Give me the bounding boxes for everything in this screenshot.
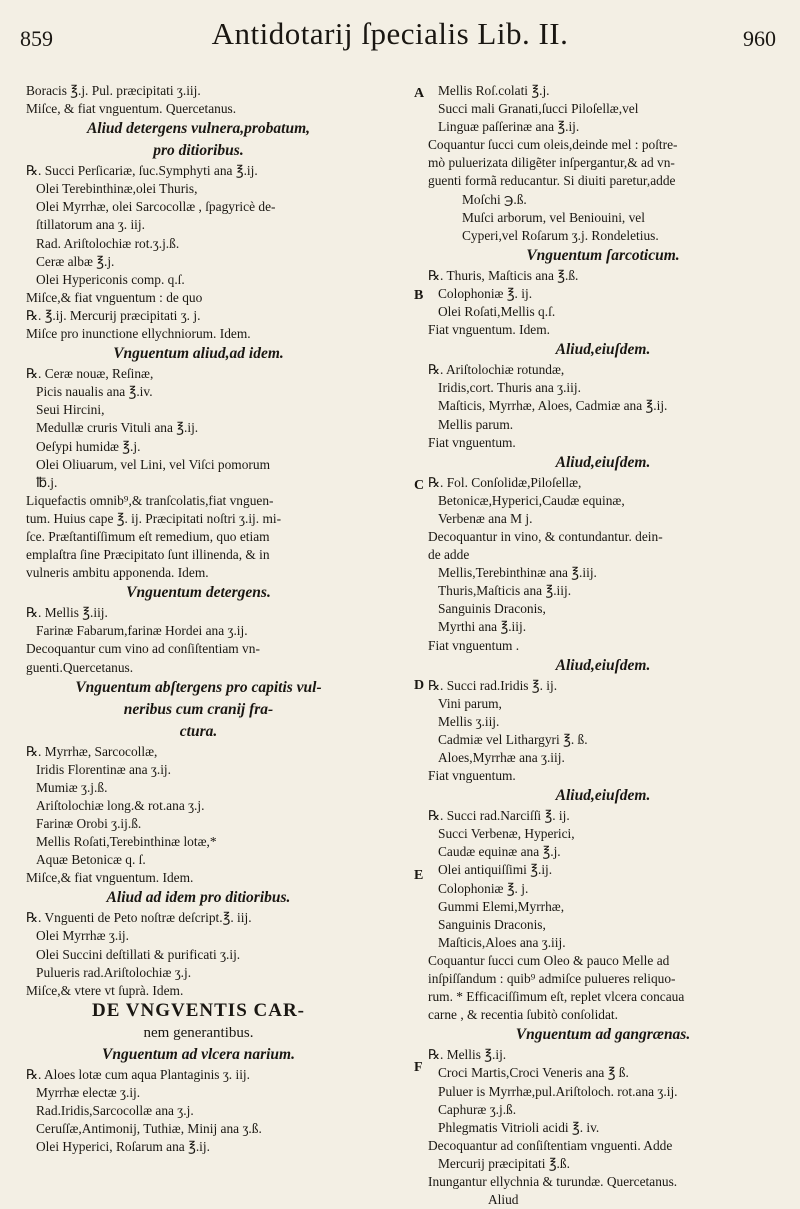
- text-line: Olei Myrrhæ ʒ.ij.: [36, 928, 129, 944]
- text-line: Sanguinis Draconis,: [438, 916, 546, 932]
- text-line: Mellis ʒ.iij.: [438, 713, 500, 729]
- text-line: ℞. Mellis ℥.ij.: [428, 1047, 507, 1063]
- text-line: Caudæ equinæ ana ℥.j.: [438, 844, 561, 860]
- text-line: Farinæ Fabarum,farinæ Hordei ana ʒ.ij.: [36, 623, 248, 639]
- text-line: ℞. Succi rad.Narciſſi ℥. ij.: [428, 808, 570, 824]
- text-line: ℞. Fol. Conſolidæ,Piloſellæ,: [428, 474, 582, 490]
- text-line: Mercurij præcipitati ℥.ß.: [438, 1155, 570, 1171]
- text-line: Medullæ cruris Vituli ana ℥.ij.: [36, 420, 199, 436]
- section-heading: Aliud,eiuſdem.: [555, 787, 651, 805]
- text-line: Coquantur ſucci cum oleis,deinde mel : poſtre-: [428, 137, 678, 153]
- text-line: ℞. Myrrhæ, Sarcocollæ,: [26, 743, 158, 759]
- text-line: ℞. Succi rad.Iridis ℥. ij.: [428, 677, 558, 693]
- text-line: Fiat vnguentum .: [428, 637, 520, 653]
- text-line: Inungantur ellychnia & turundæ. Quercetanus.: [428, 1173, 678, 1189]
- text-line: Mellis Roſati,Terebinthinæ lotæ,*: [36, 834, 217, 850]
- text-line: Mellis,Terebinthinæ ana ℥.iij.: [438, 565, 597, 581]
- text-line: Cadmiæ vel Lithargyri ℥. ß.: [438, 731, 588, 747]
- text-line: ℞. Vnguenti de Peto noſtræ deſcript.℥. iij.: [26, 910, 252, 926]
- text-line: Ceruſſæ,Antimonij, Tuthiæ, Minij ana ʒ.ß.: [36, 1121, 262, 1137]
- text-line: guenti formã reducantur. Si diuiti paretur,adde: [428, 173, 676, 189]
- left-column: [26, 82, 371, 1156]
- text-line: Cyperi,vel Roſarum ʒ.j. Rondeletius.: [462, 227, 659, 243]
- text-line: mò puluerizata diligẽter inſpergantur,& ad vn-: [428, 155, 675, 171]
- text-line: Vini parum,: [438, 695, 502, 711]
- text-line: de adde: [428, 547, 470, 563]
- text-line: Miſce, & fiat vnguentum. Quercetanus.: [26, 101, 237, 117]
- text-line: Fiat vnguentum.: [428, 434, 516, 450]
- section-heading: Vnguentum detergens.: [126, 584, 271, 602]
- text-line: ℞. Mellis ℥.iij.: [26, 605, 108, 621]
- margin-letter: C: [414, 478, 425, 493]
- text-line: guenti.Quercetanus.: [26, 659, 134, 675]
- text-line: Succi mali Granati,ſucci Piloſellæ,vel: [438, 101, 639, 117]
- text-line: Myrthi ana ℥.iij.: [438, 619, 527, 635]
- text-line: ℞. Aloes lotæ cum aqua Plantaginis ʒ. iij.: [26, 1066, 250, 1082]
- section-heading: DE VNGVENTIS CAR-: [91, 999, 305, 1021]
- text-line: Aquæ Betonicæ q. ſ.: [36, 852, 146, 868]
- text-line: Iridis Florentinæ ana ʒ.ij.: [36, 761, 171, 777]
- margin-letter: A: [414, 86, 425, 101]
- text-line: ſtillatorum ana ʒ. iij.: [36, 217, 145, 233]
- section-heading: Aliud,eiuſdem.: [555, 656, 651, 674]
- text-line: Olei Oliuarum, vel Lini, vel Viſci pomorum: [36, 456, 270, 472]
- text-line: Muſci arborum, vel Beniouini, vel: [462, 209, 645, 225]
- text-line: Miſce,& fiat vnguentum : de quo: [26, 289, 203, 305]
- text-line: Decoquantur cum vino ad conſiſtentiam vn-: [26, 641, 260, 657]
- text-line: vulneris ambitu apponenda. Idem.: [26, 565, 209, 581]
- text-line: Farinæ Orobi ʒ.ij.ß.: [36, 816, 142, 831]
- section-heading: Vnguentum ad gangrænas.: [515, 1026, 691, 1044]
- section-heading: Vnguentum ad vlcera narium.: [102, 1045, 295, 1063]
- text-line: Succi Verbenæ, Hyperici,: [438, 826, 575, 842]
- text-line: Colophoniæ ℥. ij.: [438, 285, 533, 301]
- text-line: Olei Roſati,Mellis q.ſ.: [438, 304, 556, 320]
- text-line: ℔.j.: [36, 474, 58, 490]
- margin-letter: B: [414, 288, 424, 303]
- text-line: carne , & recentia ſubitò conſolidat.: [428, 1007, 618, 1023]
- text-line: Ceræ albæ ℥.j.: [36, 253, 115, 269]
- text-line: Colophoniæ ℥. j.: [438, 880, 529, 896]
- text-line: Croci Martis,Croci Veneris ana ℥ ß.: [438, 1065, 629, 1081]
- text-line: Miſce,& fiat vnguentum. Idem.: [26, 870, 194, 886]
- section-heading: Aliud ad idem pro ditioribus.: [106, 889, 291, 907]
- text-line: Ariſtolochiæ long.& rot.ana ʒ.j.: [36, 797, 205, 813]
- text-line: Mumiæ ʒ.j.ß.: [36, 779, 108, 795]
- section-heading: Vnguentum ſarcoticum.: [526, 246, 680, 264]
- text-line: Olei antiquiſſimi ℥.ij.: [438, 862, 553, 878]
- text-line: Picis naualis ana ℥.iv.: [36, 384, 153, 400]
- text-line: Olei Hyperici, Roſarum ana ℥.ij.: [36, 1139, 210, 1155]
- text-line: Decoquantur in vino, & contundantur. dein-: [428, 528, 663, 544]
- text-line: Maſticis,Aloes ana ʒ.iij.: [438, 934, 566, 950]
- text-line: Aliud: [488, 1192, 519, 1208]
- text-line: Rad.Iridis,Sarcocollæ ana ʒ.j.: [36, 1103, 194, 1119]
- text-line: Oeſypi humidæ ℥.j.: [36, 438, 141, 454]
- text-line: Boracis ℥.j. Pul. præcipitati ʒ.iij.: [26, 83, 201, 98]
- text-line: Gummi Elemi,Myrrhæ,: [438, 898, 565, 914]
- text-line: Fiat vnguentum.: [428, 768, 516, 784]
- text-line: Iridis,cort. Thuris ana ʒ.iij.: [438, 380, 581, 396]
- text-line: ℞. Succi Perſicariæ, ſuc.Symphyti ana ℥.ij.: [26, 163, 258, 179]
- running-title: Antidotarij ſpecialis Lib. II.: [211, 16, 569, 51]
- text-line: tum. Huius cape ℥. ij. Præcipitati noſtri ʒ.ij. mi-: [26, 510, 282, 526]
- text-line: Mellis Roſ.colati ℥.j.: [438, 83, 550, 98]
- page-number-left: 859: [20, 26, 53, 51]
- margin-letter: F: [414, 1060, 423, 1075]
- text-line: rum. * Efficaciſſimum eſt, replet vlcera concaua: [428, 989, 685, 1005]
- text-line: Moſchi ℈.ß.: [462, 191, 527, 207]
- section-heading: neribus cum cranij fra-: [123, 700, 274, 718]
- text-line: ℞. Ceræ nouæ, Reſinæ,: [26, 366, 154, 382]
- text-line: Phlegmatis Vitrioli acidi ℥. iv.: [438, 1119, 600, 1135]
- margin-letter: D: [414, 678, 425, 693]
- text-line: Olei Succini deſtillati & purificati ʒ.ij.: [36, 946, 241, 962]
- text-line: Olei Myrrhæ, olei Sarcocollæ , ſpagyricè de-: [36, 199, 276, 215]
- text-line: ℞. Ariſtolochiæ rotundæ,: [428, 362, 565, 378]
- text-line: Fiat vnguentum. Idem.: [428, 322, 550, 338]
- section-heading: Aliud,eiuſdem.: [555, 341, 651, 359]
- text-line: inſpiſſandum : quib⁹ admiſce pulueres reliquo-: [428, 971, 676, 987]
- text-line: ſce. Præſtantiſſimum eſt remedium, quo etiam: [26, 528, 270, 544]
- section-heading: ctura.: [179, 722, 218, 740]
- text-line: Maſticis, Myrrhæ, Aloes, Cadmiæ ana ℥.ij.: [438, 398, 668, 414]
- text-line: Myrrhæ electæ ʒ.ij.: [36, 1084, 141, 1100]
- text-line: Aloes,Myrrhæ ana ʒ.iij.: [438, 750, 565, 765]
- text-line: Mellis parum.: [438, 416, 514, 432]
- section-heading: pro ditioribus.: [153, 142, 244, 160]
- text-line: Pulueris rad.Ariſtolochiæ ʒ.j.: [36, 964, 192, 980]
- text-line: ℞. ℥.ij. Mercurij præcipitati ʒ. j.: [26, 307, 201, 323]
- text-line: Coquantur ſucci cum Oleo & pauco Melle ad: [428, 952, 670, 968]
- text-line: Rad. Ariſtolochiæ rot.ʒ.j.ß.: [36, 235, 180, 251]
- section-heading: nem generantibus.: [143, 1024, 254, 1041]
- page-header: [0, 0, 800, 72]
- text-line: ℞. Thuris, Maſticis ana ℥.ß.: [428, 267, 579, 283]
- text-line: emplaſtra ſine Præcipitato ſunt illinenda, & in: [26, 547, 270, 563]
- text-line: Miſce,& vtere vt ſuprà. Idem.: [26, 982, 184, 998]
- section-heading: Vnguentum aliud,ad idem.: [113, 345, 284, 363]
- text-line: Sanguinis Draconis,: [438, 601, 546, 617]
- text-line: Olei Hypericonis comp. q.ſ.: [36, 271, 185, 287]
- section-heading: Vnguentum abſtergens pro capitis vul-: [75, 678, 322, 696]
- page-number-right: 960: [743, 26, 776, 51]
- text-line: Olei Terebinthinæ,olei Thuris,: [36, 181, 198, 197]
- text-line: Decoquantur ad conſiſtentiam vnguenti. Adde: [428, 1137, 673, 1153]
- section-heading: Aliud detergens vulnera,probatum,: [86, 120, 311, 138]
- text-line: Betonicæ,Hyperici,Caudæ equinæ,: [438, 492, 625, 508]
- text-line: Puluer is Myrrhæ,pul.Ariſtoloch. rot.ana ʒ.ij.: [438, 1083, 678, 1099]
- text-line: Liquefactis omnib⁹,& tranſcolatis,fiat vnguen-: [26, 492, 274, 508]
- text-line: Thuris,Maſticis ana ℥.iij.: [438, 583, 572, 599]
- section-heading: Aliud,eiuſdem.: [555, 453, 651, 471]
- text-line: Linguæ paſſerinæ ana ℥.ij.: [438, 119, 580, 135]
- text-line: Verbenæ ana M j.: [438, 510, 533, 526]
- text-line: Caphuræ ʒ.j.ß.: [438, 1101, 517, 1117]
- right-column: [428, 82, 778, 1209]
- margin-letter: E: [414, 868, 424, 883]
- text-line: Miſce pro inunctione ellychniorum. Idem.: [26, 326, 251, 342]
- text-line: Seui Hircini,: [36, 402, 105, 418]
